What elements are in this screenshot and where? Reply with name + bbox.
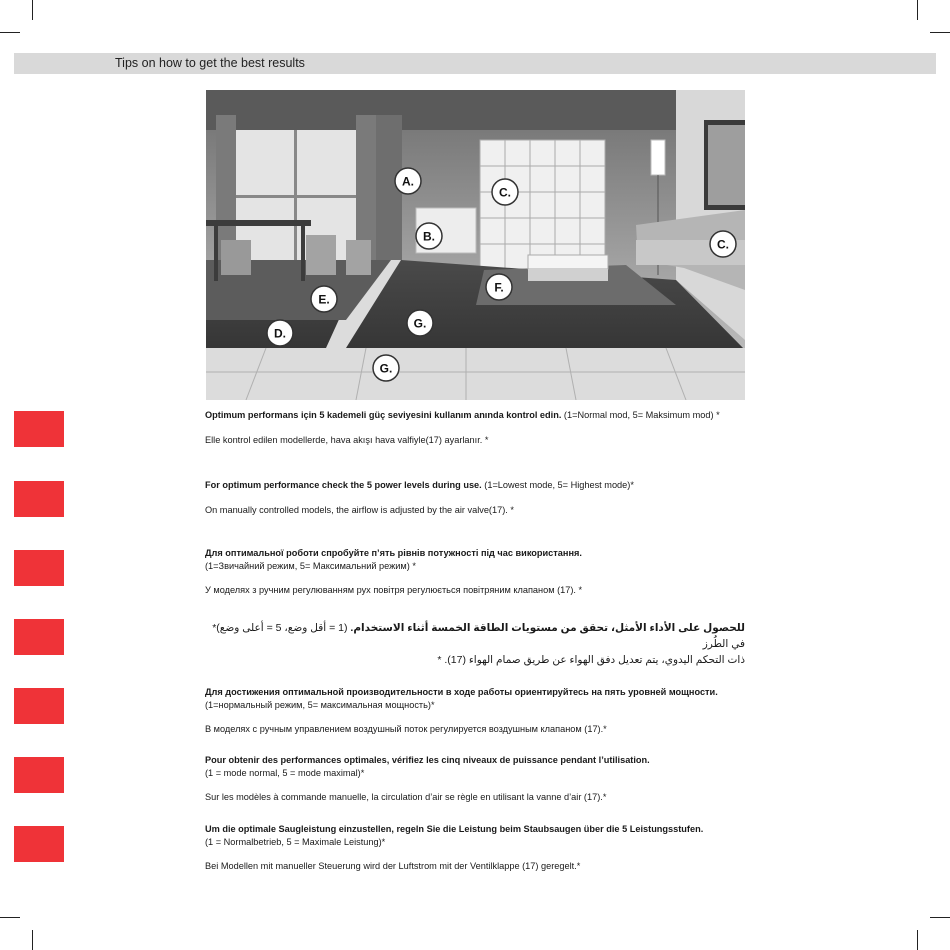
section-heading: Pour obtenir des performances optimales, vérifiez les cinq niveaux de puissance pendant l’utilisation. [205, 755, 650, 765]
page-title: Tips on how to get the best results [115, 56, 305, 70]
section-note: ذات التحكم اليدوي، يتم تعديل دفق الهواء عن طريق صمام الهواء (17). * [437, 654, 745, 666]
section-note: Sur les modèles à commande manuelle, la circulation d’air se règle en utilisant la vanne d’air (17).* [205, 792, 607, 802]
svg-text:C.: C. [717, 237, 729, 252]
section-heading: Um die optimale Saugleistung einzustellen, regeln Sie die Leistung beim Staubsaugen über die 5 Leistungsstufen. [205, 824, 704, 834]
language-tab-ru [14, 688, 64, 724]
svg-text:E.: E. [318, 292, 330, 307]
crop-mark [0, 32, 20, 33]
section-ru [205, 686, 765, 736]
svg-text:B.: B. [423, 229, 435, 244]
section-modes: (1=нормальный режим, 5= максимальная мощность)* [205, 699, 435, 710]
section-en [205, 479, 765, 516]
section-fr [205, 754, 765, 804]
section-header-bar [14, 53, 936, 74]
language-tab-en [14, 481, 64, 517]
section-note: У моделях з ручним регулюванням рух повітря регулюється повітряним клапаном (17). * [205, 585, 583, 595]
svg-text:D.: D. [274, 326, 286, 341]
crop-mark [930, 32, 950, 33]
section-note: В моделях с ручным управлением воздушный поток регулируется воздушным клапаном (17).* [205, 724, 607, 734]
label-d [267, 320, 293, 346]
section-modes: (1=Normal mod, 5= Maksimum mod) * [561, 410, 720, 420]
crop-mark [917, 930, 918, 950]
section-modes: (1=Lowest mode, 5= Highest mode)* [481, 480, 634, 490]
language-tab-uk [14, 550, 64, 586]
section-heading: For optimum performance check the 5 power levels during use. [205, 480, 482, 490]
section-modes: (1 = mode normal, 5 = mode maximal)* [205, 767, 365, 778]
section-note: On manually controlled models, the airflow is adjusted by the air valve(17). * [205, 504, 514, 515]
section-note: Elle kontrol edilen modellerde, hava akışı hava valfiyle(17) ayarlanır. * [205, 434, 489, 445]
language-tab-de [14, 826, 64, 862]
label-g-tile [373, 355, 399, 381]
section-modes: (1=Звичайний режим, 5= Максимальний режим) * [205, 560, 416, 571]
svg-text:C.: C. [499, 185, 511, 200]
photo-labels [206, 90, 745, 400]
language-tab-ar [14, 619, 64, 655]
section-de [205, 823, 765, 873]
label-a [395, 168, 421, 194]
section-heading: للحصول على الأداء الأمثل، تحقق من مستويات الطاقة الخمسة أثناء الاستخدام. [350, 622, 745, 634]
language-tab-tr [14, 411, 64, 447]
crop-mark [32, 0, 33, 20]
section-heading: Для достижения оптимальной производительности в ходе работы ориентируйтесь на пять уровней мощности. [205, 687, 718, 697]
crop-mark [0, 917, 20, 918]
section-uk [205, 547, 765, 597]
section-ar [205, 620, 745, 668]
label-b [416, 223, 442, 249]
label-c-shelf [492, 179, 518, 205]
svg-text:G.: G. [379, 361, 393, 376]
svg-text:A.: A. [402, 174, 414, 189]
crop-mark [930, 917, 950, 918]
section-note: Bei Modellen mit manueller Steuerung wird der Luftstrom mit der Ventilklappe (17) geregelt.* [205, 861, 581, 871]
language-tab-fr [14, 757, 64, 793]
crop-mark [32, 930, 33, 950]
crop-mark [917, 0, 918, 20]
section-heading: Optimum performans için 5 kademeli güç seviyesini kullanım anında kontrol edin. [205, 410, 562, 420]
label-g-wood [407, 310, 433, 336]
section-heading: Для оптимальної роботи спробуйте п’ять рівнів потужності під час використання. [205, 548, 582, 558]
section-tr [205, 409, 765, 446]
label-e [311, 286, 337, 312]
section-modes: (1 = Normalbetrieb, 5 = Maximale Leistung)* [205, 836, 386, 847]
svg-text:G.: G. [413, 316, 427, 331]
label-c-sofa [710, 231, 736, 257]
svg-text:F.: F. [494, 280, 504, 295]
section-modes: (1 = أقل وضع، 5 = أعلى وضع)* في الطُرز [212, 622, 745, 650]
label-f [486, 274, 512, 300]
